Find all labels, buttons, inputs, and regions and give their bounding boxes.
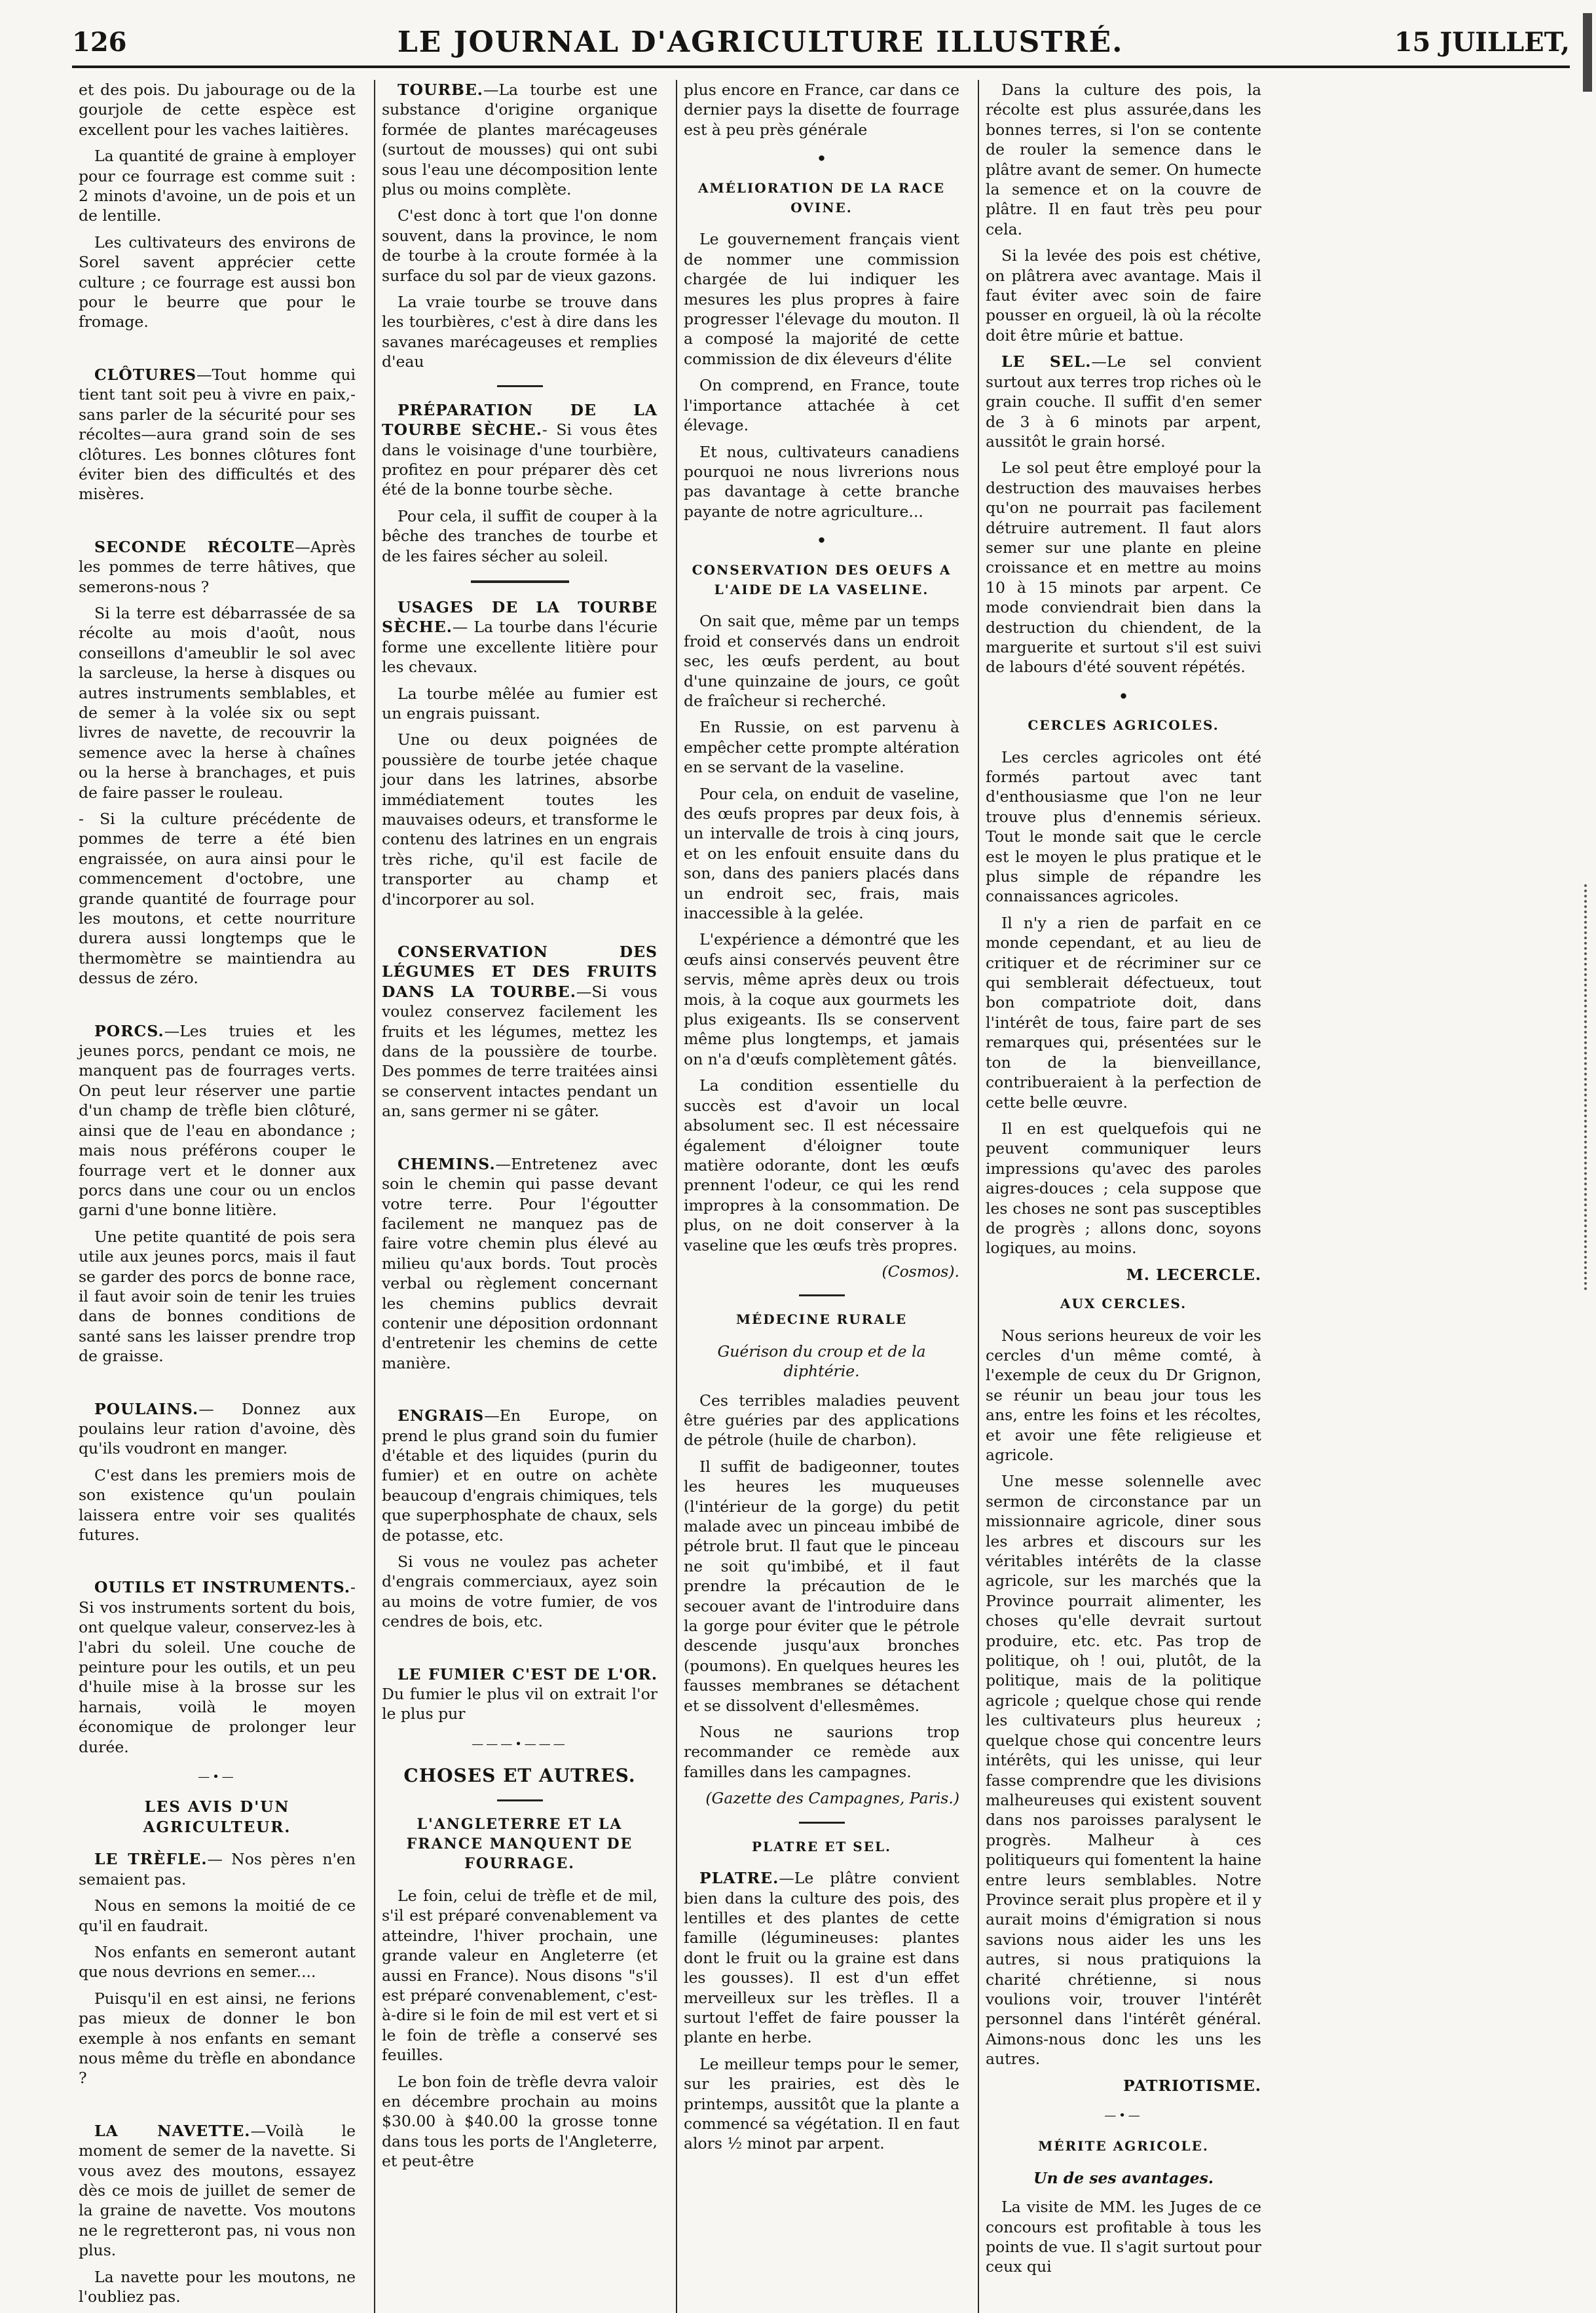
paragraph: Dans la culture des pois, la récolte est plus assurée,dans les bonnes terres, si l'on se contente de rouler la semence dans le plâtre avant de semer. On humecte la semence et on la couvre de plâtre. Il en faut très peu pour cela.: [986, 81, 1261, 238]
run-in-heading: CHEMINS.: [398, 1154, 496, 1173]
paragraph-text: - Si vos instruments sortent du bois, ont quelque valeur, conservez-les à l'abri du soleil. Une couche de peinture pour les outils, et un peu d'huile mise à la brosse sur les harnais, voilà le moyen économique de prolonger leur durée.: [79, 1578, 356, 1756]
paragraph: Il en est quelquefois qui ne peuvent communiquer leurs impressions qu'avec des paroles aigres-douces ; cela suppose que les choses ne sont pas susceptibles de progrès ; allons donc, soyons logiques, au moins.: [986, 1119, 1261, 1258]
article-heading: MÉRITE AGRICOLE.: [1038, 2138, 1209, 2154]
article-outils: [79, 1577, 356, 1757]
article-heading: MÉDECINE RURALE: [735, 1311, 908, 1328]
paragraph: La visite de MM. les Juges de ce concours est profitable à tous les points de vue. Il s'agit surtout pour ceux qui: [986, 2198, 1261, 2276]
signature: M. LECERCLE.: [1126, 1265, 1261, 1284]
paragraph-text: — Donnez aux poulains leur ration d'avoine, dès qu'ils voudront en manger.: [79, 1399, 356, 1458]
column-2: [374, 80, 664, 2313]
paragraph-text: Du fumier le plus vil on extrait l'or le plus pur: [382, 1685, 658, 1723]
masthead: [72, 18, 1570, 68]
article-tourbe: [382, 80, 658, 199]
column-4: [978, 80, 1268, 2313]
paragraph: Le bon foin de trèfle devra valoir en décembre prochain au moins $30.00 à $40.00 la grosse tonne dans tous les ports de l'Angleterre, et peut-être: [382, 2072, 658, 2171]
paragraph-text: - Si vous êtes dans le voisinage d'une tourbière, profitez en pour préparer dès cet été de la bonne tourbe sèche.: [382, 421, 658, 499]
paragraph-text: —Voilà le moment de semer de la navette. Si vous avez des moutons, essayez dès ce mois de juillet de semer de la graine de navette. Vos moutons ne le regretteront pas, ni vous non plus.: [79, 2121, 356, 2260]
article-subheading: Un de ses avantages.: [1033, 2168, 1214, 2187]
run-in-heading: TOURBE.: [398, 81, 483, 99]
run-in-heading: USAGES DE LA TOURBE SÈCHE.: [382, 597, 658, 637]
article-fumier: [382, 1664, 658, 1724]
journal-title: LE JOURNAL D'AGRICULTURE ILLUSTRÉ.: [397, 25, 1124, 59]
paragraph: La condition essentielle du succès est d'avoir un local absolument sec. Il est nécessaire également d'éloigner toute matière odorante, dont les œufs prennent l'odeur, ce qui les rend impropres à la consommation. De plus, on ne doit conserver à la vaseline que les œufs très propres.: [684, 1076, 959, 1254]
article-clotures: [79, 365, 356, 504]
divider: [799, 1294, 845, 1296]
ornament-rule: —•—: [198, 1770, 236, 1784]
paragraph: Le gouvernement français vient de nommer une commission chargée de lui indiquer les mesures les plus propres à faire progresser l'élevage du mouton. Il a composé la majorité de cette commission de dix éleveurs d'élite: [684, 230, 959, 368]
run-in-heading: LE FUMIER C'EST DE L'OR.: [398, 1664, 658, 1683]
paragraph-text: —En Europe, on prend le plus grand soin du fumier d'étable et des liquides (purin du fumier) et en outre on achète beaucoup d'engrais chimiques, tels que superphosphate de chaux, sels de potasse, etc.: [382, 1406, 658, 1545]
run-in-heading: CLÔTURES: [94, 365, 197, 384]
article-platre: [684, 1868, 959, 2048]
article-preparation: [382, 400, 658, 500]
run-in-heading: LE SEL.: [1001, 352, 1092, 371]
paragraph: C'est donc à tort que l'on donne souvent, dans la province, le nom de tourbe à la croute formée à la surface du sol par de vieux gazons.: [382, 206, 658, 285]
paragraph: Les cercles agricoles ont été formés partout avec tant d'enthousiasme que l'on ne leur trouve plus d'ennemis sérieux. Tout le monde sait que le cercle est le moyen le plus pratique et le plus simple de répandre les connaissances agricoles.: [986, 747, 1261, 906]
paragraph: La vraie tourbe se trouve dans les tourbières, c'est à dire dans les savanes marécageuses et remplies d'eau: [382, 293, 658, 371]
paragraph: Nous en semons la moitié de ce qu'il en faudrait.: [79, 1896, 356, 1935]
run-in-heading: PLATRE.: [699, 1869, 779, 1888]
paragraph: Si vous ne voulez pas acheter d'engrais commerciaux, ayez soin au moins de votre fumier, de vos cendres de bois, etc.: [382, 1552, 658, 1631]
article-usages: [382, 597, 658, 677]
article-heading: PLATRE ET SEL.: [751, 1838, 892, 1854]
paragraph-text: —Le plâtre convient bien dans la culture des pois, des lentilles et des plantes de cette famille (légumineuses: plantes dont le fruit ou la graine est dans les gousses). Il est d'un effet merveilleux sur les trèfles. Il a surtout l'effet de faire pousser la plante en herbe.: [684, 1869, 959, 2047]
ornament-rule: —•—: [1104, 2109, 1143, 2122]
article-poulains: [79, 1399, 356, 1459]
ornament-rule: ———•———: [472, 1737, 568, 1751]
paragraph: Si la terre est débarrassée de sa récolte au mois d'août, nous conseillons d'ameublir le sol avec la sarcleuse, la herse à disques ou autres instruments semblables, et de semer à la volée six ou sept livres de navette, de recouvrir la semence avec la herse à chaînes ou la herse à branchages, et puis de faire passer le rouleau.: [79, 603, 356, 802]
run-in-heading: CONSERVATION DES LÉGUMES ET DES FRUITS DANS LA TOURBE.: [382, 943, 658, 1001]
column-3: [676, 80, 966, 2313]
article-heading: AUX CERCLES.: [1060, 1296, 1187, 1312]
paragraph: Nos enfants en semeront autant que nous devrions en semer....: [79, 1942, 356, 1982]
paragraph: L'expérience a démontré que les œufs ainsi conservés peuvent être servis, même après deux ou trois mois, à la coque aux gourmets les plus exigeants. Ils se conservent même plus longtemps, et jamais on n'a d'œufs complètement gâtés.: [684, 930, 959, 1068]
paragraph-text: —Les truies et les jeunes porcs, pendant ce mois, ne manquent pas de fourrages verts. On peut leur réserver une partie d'un champ de trèfle bien clôturé, ainsi que de l'eau en abondance ; mais nous préférons couper le fourrage vert et le donner aux porcs dans une cour ou un enclos garni d'une bonne litière.: [79, 1021, 356, 1220]
paragraph: Le foin, celui de trèfle et de mil, s'il est préparé convenablement va atteindre, l'hiver prochain, une grande valeur en Angleterre (et aussi en France). Nous disons "s'il est préparé convenablement, c'est-à-dire si le foin de mil est vert et si le foin de trèfle a conservé ses feuilles.: [382, 1886, 658, 2065]
page-edge-dots: [1584, 884, 1593, 1290]
divider-dot: •: [816, 531, 827, 550]
paragraph: Une ou deux poignées de poussière de tourbe jetée chaque jour dans les latrines, absorbe immédiatement toutes les mauvaises odeurs, et transforme le contenu des latrines en un engrais très riche, qu'il est facile de transporter au champ et d'incorporer au sol.: [382, 730, 658, 909]
article-seconde-recolte: [79, 537, 356, 597]
article-trefle: [79, 1849, 356, 1889]
section-heading: LES AVIS D'UN AGRICULTEUR.: [143, 1798, 291, 1836]
signature: PATRIOTISME.: [1123, 2076, 1261, 2095]
divider-dot: •: [816, 149, 827, 168]
run-in-heading: LA NAVETTE.: [94, 2121, 251, 2140]
paragraph: Si la levée des pois est chétive, on plâtrera avec avantage. Mais il faut éviter avec soin de faire pousser en orgueil, là où la récolte doit être mûrie et battue.: [986, 246, 1261, 345]
paragraph-text: —Entretenez avec soin le chemin qui passe devant votre terre. Pour l'égoutter facilement ne manquez pas de faire votre chemin plus élevé au milieu qu'aux bords. Tout procès verbal ou règlement concernant les chemins publics devrait contenir une déposition ordonnant d'entretenir les chemins de cette manière.: [382, 1154, 658, 1372]
paragraph: Une petite quantité de pois sera utile aux jeunes porcs, mais il faut se garder des porcs de bonne race, il faut avoir soin de tenir les truies dans de bonnes conditions de santé sans les laisser prendre trop de graisse.: [79, 1227, 356, 1366]
paragraph: La navette pour les moutons, ne l'oubliez pas.: [79, 2267, 356, 2306]
paragraph-text: — Nos pères n'en semaient pas.: [79, 1850, 356, 1889]
article-engrais: [382, 1406, 658, 1545]
columns: [72, 80, 1570, 2306]
run-in-heading: OUTILS ET INSTRUMENTS.: [94, 1578, 351, 1597]
paragraph: Les cultivateurs des environs de Sorel savent apprécier cette culture ; ce fourrage est aussi bon pour le beurre que pour le fromage.: [79, 233, 356, 331]
paragraph: Ces terribles maladies peuvent être guéries par des applications de pétrole (huile de charbon).: [684, 1391, 959, 1450]
paragraph-text: —Si vous voulez conservez facilement les fruits et les légumes, mettez les dans de la poussière de tourbe. Des pommes de terre traitées ainsi se conservent intactes pendant un an, sans germer ni se gâter.: [382, 982, 658, 1121]
article-chemins: [382, 1154, 658, 1373]
paragraph: Le sol peut être employé pour la destruction des mauvaises herbes qu'on ne pourrait pas facilement détruire autrement. Il faut alors semer sur une plante en pleine croissance et en mettre au moins 10 à 15 minots par arpent. Ce mode conviendrait bien dans la destruction du chiendent, de la marguerite et surtout s'il est suivi de labours d'été souvent répétés.: [986, 459, 1261, 677]
run-in-heading: POULAINS.: [94, 1399, 199, 1418]
divider-dot: •: [1118, 686, 1129, 705]
page-number: 126: [72, 26, 127, 58]
paragraph: Il suffit de badigeonner, toutes les heures les muqueuses (l'intérieur de la gorge) du petit malade avec un pinceau imbibé de pétrole brut. Il faut que le pinceau ne soit qu'imbibé, et il faut prendre la précaution de le secouer avant de l'introduire dans la gorge pour éviter que le pétrole descende jusqu'aux bronches (poumons). En quelques heures les fausses membranes se détachent et se dissolvent d'ellesmêmes.: [684, 1457, 959, 1715]
paragraph: Nous serions heureux de voir les cercles d'un même comté, à l'exemple de ceux du Dr Grignon, se réunir un beau jour tous les ans, entre les foins et les récoltes, et avoir une fête religieuse et agricole.: [986, 1326, 1261, 1464]
run-in-heading: PRÉPARATION DE LA TOURBE SÈCHE.: [382, 400, 658, 440]
article-heading: CERCLES AGRICOLES.: [1028, 717, 1219, 734]
divider: [497, 385, 543, 387]
issue-date: 15 JUILLET,: [1394, 26, 1570, 58]
article-sel: [986, 352, 1261, 451]
run-in-heading: ENGRAIS: [398, 1406, 485, 1425]
paragraph-text: —Tout homme qui tient tant soit peu à vivre en paix,- sans parler de la sécurité pour ses récoltes—aura grand soin de ses clôtures. Les bonnes clôtures font éviter bien des difficultés et des misères.: [79, 365, 356, 504]
article-conservation-legumes: [382, 942, 658, 1121]
paragraph: - Si la culture précédente de pommes de terre a été bien engraissée, on aura ainsi pour le commencement d'octobre, une grande quantité de fourrage pour les moutons, et cette nourriture durera aussi longtemps que le thermomètre se maintiendra au dessus de zéro.: [79, 810, 356, 988]
paragraph-text: — La tourbe dans l'écurie forme une excellente litière pour les chevaux.: [382, 618, 658, 677]
paragraph: Puisqu'il en est ainsi, ne ferions pas mieux de donner le bon exemple à nos enfants en semant nous même du trèfle en abondance ?: [79, 1989, 356, 2088]
article-subheading: Guérison du croup et de la diphtérie.: [717, 1342, 926, 1381]
paragraph: Nous ne saurions trop recommander ce remède aux familles dans les campagnes.: [684, 1723, 959, 1781]
paragraph: Il n'y a rien de parfait en ce monde cependant, et au lieu de critiquer et de récriminer sur ce qui semblerait défectueux, tout bon compatriote doit, dans l'intérêt de tous, faire part de ses remarques qui, présentées sur le ton de la bienveillance, contribueraient à la perfection de cette belle œuvre.: [986, 913, 1261, 1112]
paragraph: La quantité de graine à employer pour ce fourrage est comme suit : 2 minots d'avoine, un de pois et un de lentille.: [79, 147, 356, 225]
article-heading: AMÉLIORATION DE LA RACE OVINE.: [697, 179, 946, 216]
paragraph: En Russie, on est parvenu à empêcher cette prompte altération en se servant de la vaseline.: [684, 718, 959, 777]
run-in-heading: LE TRÈFLE.: [94, 1850, 208, 1869]
source-credit: (Cosmos).: [882, 1262, 959, 1281]
paragraph: plus encore en France, car dans ce dernier pays la disette de fourrage est à peu près générale: [684, 81, 959, 139]
article-heading: CONSERVATION DES OEUFS A L'AIDE DE LA VASELINE.: [692, 561, 952, 597]
article-porcs: [79, 1021, 356, 1220]
paragraph: La tourbe mêlée au fumier est un engrais puissant.: [382, 684, 658, 723]
paragraph: Le meilleur temps pour le semer, sur les prairies, est dès le printemps, aussitôt que la plante a commencé sa végétation. Il en faut alors ½ minot par arpent.: [684, 2054, 959, 2153]
paragraph: Une messe solennelle avec sermon de circonstance par un missionnaire agricole, diner sous les arbres et discours sur les véritables intérêts de la classe agricole, sur les marchés que la Province pourrait alimenter, les choses qu'elle devrait surtout produire, etc. etc. Pas trop de politique, oh ! oui, plutôt, de la politique, mais de la politique agricole ; quelque chose qui rende les cultivateurs plus heureux ; quelque chose qui concentre leurs intérêts, qui les unisse, qui leur fasse comprendre que les divisions malheureuses qui existent souvent dans nos paroisses paralysent le progrès. Malheur à ces politiqueurs qui fomentent la haine entre leurs semblables. Notre Province serait plus propère et il y aurait moins d'émigration si nous savions nous aider les uns les autres, si nous pratiquions la charité chrétienne, si nous voulions voir, trouver l'intérêt personnel dans l'intérêt général. Aimons-nous donc les uns les autres.: [986, 1472, 1261, 2069]
paragraph: et des pois. Du jabourage ou de la gourjole de cette espèce est excellent pour les vaches laitières.: [79, 81, 356, 139]
paragraph: Pour cela, il suffit de couper à la bêche des tranches de tourbe et de les faires sécher au soleil.: [382, 506, 658, 565]
source-credit: (Gazette des Campagnes, Paris.): [705, 1789, 959, 1808]
divider: [497, 1799, 543, 1801]
run-in-heading: SECONDE RÉCOLTE: [94, 537, 295, 556]
paragraph: Et nous, cultivateurs canadiens pourquoi ne nous livrerions nous pas davantage à cette branche payante de notre agriculture...: [684, 442, 959, 521]
paragraph: C'est dans les premiers mois de son existence qu'un poulain laissera entre voir ses qualités futures.: [79, 1465, 356, 1544]
column-1: [72, 80, 362, 2313]
article-heading: L'ANGLETERRE ET LA FRANCE MANQUENT DE FOURRAGE.: [406, 1815, 633, 1873]
section-heading: CHOSES ET AUTRES.: [403, 1765, 636, 1787]
divider: [799, 1822, 845, 1824]
paragraph-text: —Après les pommes de terre hâtives, que semerons-nous ?: [79, 537, 356, 596]
paragraph-text: —La tourbe est une substance d'origine organique formée de plantes marécageuses (surtout de mousses) qui ont subi sous l'eau une décomposition lente plus ou moins complète.: [382, 81, 658, 199]
paragraph: On sait que, même par un temps froid et conservés dans un endroit sec, les œufs perdent, au bout d'une quinzaine de jours, ce goût de fraîcheur si recherché.: [684, 612, 959, 710]
run-in-heading: PORCS.: [94, 1021, 164, 1040]
divider: [471, 580, 569, 583]
paragraph-text: —Le sel convient surtout aux terres trop riches où le grain couche. Il suffit d'en semer de 3 à 6 minots par arpent, aussitôt le grain horsé.: [986, 352, 1261, 451]
paragraph: Pour cela, on enduit de vaseline, des œufs propres par deux fois, à un intervalle de trois à cinq jours, et on les enfouit ensuite dans du son, dans des paniers placés dans un endroit sec, frais, mais inaccessible à la gelée.: [684, 784, 959, 923]
article-navette: [79, 2121, 356, 2261]
page-edge-mark: [1583, 13, 1592, 92]
paragraph: On comprend, en France, toute l'importance attachée à cet élevage.: [684, 376, 959, 435]
